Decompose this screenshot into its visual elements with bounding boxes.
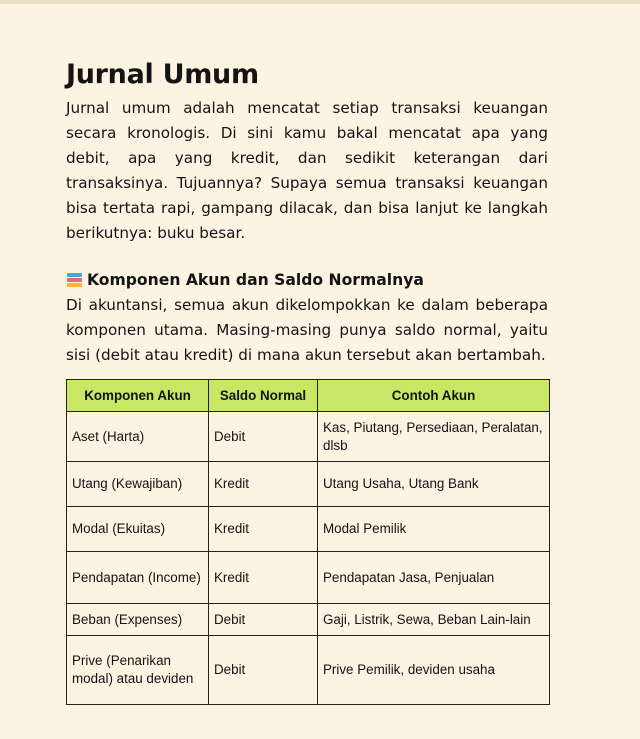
table-row bbox=[67, 462, 550, 507]
cell-komponen: Modal (Ekuitas) bbox=[67, 507, 209, 552]
document-page bbox=[66, 56, 548, 705]
top-edge bbox=[0, 0, 640, 4]
table-row bbox=[67, 412, 550, 462]
cell-contoh: Prive Pemilik, deviden usaha bbox=[318, 636, 550, 705]
page-title: Jurnal Umum bbox=[66, 59, 259, 90]
cell-saldo: Debit bbox=[209, 412, 318, 462]
cell-komponen: Utang (Kewajiban) bbox=[67, 462, 209, 507]
cell-saldo: Debit bbox=[209, 604, 318, 636]
cell-contoh: Gaji, Listrik, Sewa, Beban Lain-lain bbox=[318, 604, 550, 636]
section-paragraph: Di akuntansi, semua akun dikelompokkan ke dalam beberapa komponen utama. Masing-masing punya saldo normal, yaitu sisi (debit atau kredit) di mana akun tersebut akan bertambah. bbox=[66, 296, 548, 364]
header-komponen-akun: Komponen Akun bbox=[67, 380, 209, 412]
table-row bbox=[67, 604, 550, 636]
section-heading bbox=[66, 268, 548, 292]
cell-contoh: Kas, Piutang, Persediaan, Peralatan, dlsb bbox=[318, 412, 550, 462]
header-saldo-normal: Saldo Normal bbox=[209, 380, 318, 412]
cell-saldo: Kredit bbox=[209, 552, 318, 604]
cell-saldo: Kredit bbox=[209, 507, 318, 552]
books-icon bbox=[66, 272, 83, 288]
cell-contoh: Modal Pemilik bbox=[318, 507, 550, 552]
cell-contoh: Pendapatan Jasa, Penjualan bbox=[318, 552, 550, 604]
table-header-row bbox=[67, 380, 550, 412]
header-contoh-akun: Contoh Akun bbox=[318, 380, 550, 412]
cell-komponen: Beban (Expenses) bbox=[67, 604, 209, 636]
cell-saldo: Kredit bbox=[209, 462, 318, 507]
table-row bbox=[67, 636, 550, 705]
cell-saldo: Debit bbox=[209, 636, 318, 705]
cell-komponen: Prive (Penarikan modal) atau deviden bbox=[67, 636, 209, 705]
cell-contoh: Utang Usaha, Utang Bank bbox=[318, 462, 550, 507]
accounts-table bbox=[66, 379, 550, 705]
cell-komponen: Aset (Harta) bbox=[67, 412, 209, 462]
table-row bbox=[67, 552, 550, 604]
intro-paragraph: Jurnal umum adalah mencatat setiap transaksi keuangan secara kronologis. Di sini kamu bakal mencatat apa yang debit, apa yang kredit, dan sedikit keterangan dari transaksinya. Tujuannya? Supaya semua transaksi keuangan bisa tertata rapi, gampang dilacak, dan bisa lanjut ke langkah berikutnya: buku besar. bbox=[66, 99, 548, 242]
cell-komponen: Pendapatan (Income) bbox=[67, 552, 209, 604]
table-row bbox=[67, 507, 550, 552]
section-heading-text: Komponen Akun dan Saldo Normalnya bbox=[87, 271, 424, 289]
